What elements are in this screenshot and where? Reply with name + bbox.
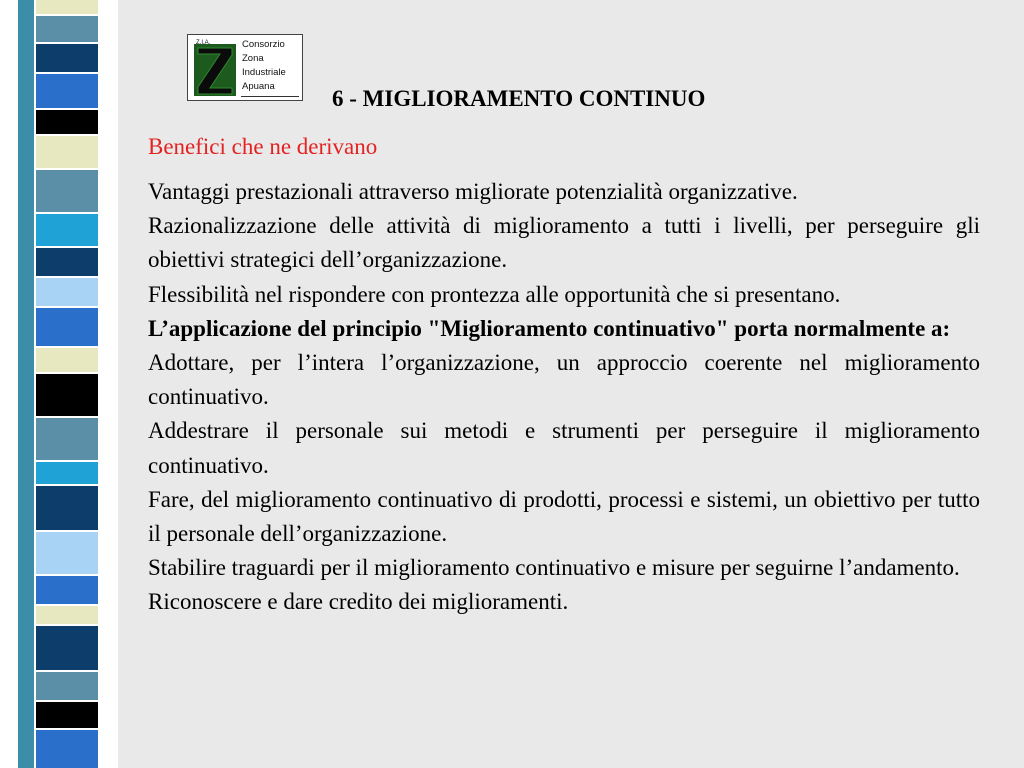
stripe-band bbox=[36, 626, 98, 670]
stripe-band bbox=[36, 0, 98, 14]
decorative-stripe-column bbox=[0, 0, 118, 768]
body-paragraph: Vantaggi prestazionali attraverso migliorate potenzialità organizzative. bbox=[148, 179, 798, 204]
stripe-band bbox=[36, 532, 98, 574]
stripe-band bbox=[36, 308, 98, 346]
stripe-band bbox=[36, 16, 98, 42]
stripe-band bbox=[36, 486, 98, 530]
consortium-logo bbox=[187, 34, 303, 101]
logo-text bbox=[242, 38, 286, 94]
stripe-band bbox=[36, 374, 98, 416]
logo-small-text: Z.I.A. bbox=[196, 40, 211, 46]
body-paragraph: Stabilire traguardi per il miglioramento continuativo e misure per seguirne l’andamento. bbox=[148, 555, 960, 581]
stripe-band bbox=[36, 136, 98, 168]
stripe-band bbox=[36, 170, 98, 212]
stripe-band bbox=[36, 44, 98, 72]
logo-line: Zona bbox=[242, 53, 264, 64]
stripe-band bbox=[36, 606, 98, 624]
stripe-band bbox=[36, 576, 98, 604]
slide-title: 6 - MIGLIORAMENTO CONTINUO bbox=[332, 86, 706, 111]
body-paragraph: Riconoscere e dare credito dei miglioramenti. bbox=[148, 589, 569, 615]
logo-underline bbox=[241, 96, 299, 97]
stripe-band bbox=[36, 462, 98, 484]
section-subtitle: Benefici che ne derivano bbox=[148, 134, 378, 159]
stripe-band bbox=[36, 214, 98, 246]
z-logo-icon bbox=[191, 38, 239, 97]
stripe-band bbox=[36, 248, 98, 276]
body-paragraph: Adottare, per l’intera l’organizzazione, un approccio coerente nel miglioramento continuativo. bbox=[148, 350, 980, 410]
principle-heading: L’applicazione del principio "Miglioramento continuativo" porta normalmente a: bbox=[148, 315, 951, 341]
stripe-band bbox=[36, 74, 98, 108]
stripe-band bbox=[36, 672, 98, 700]
slide-body bbox=[148, 175, 980, 620]
body-paragraph: Razionalizzazione delle attività di miglioramento a tutti i livelli, per perseguire gli obiettivi strategici dell’organizzazione. bbox=[148, 213, 980, 273]
stripe-band bbox=[36, 278, 98, 306]
decorative-stripe-band bbox=[0, 0, 118, 768]
body-paragraph: Addestrare il personale sui metodi e strumenti per perseguire il miglioramento continuativo. bbox=[148, 418, 980, 478]
stripe-band bbox=[36, 348, 98, 372]
logo-line: Consorzio bbox=[242, 39, 285, 50]
stripe-band bbox=[36, 730, 98, 768]
logo-line: Industriale bbox=[242, 67, 286, 78]
logo-line: Apuana bbox=[242, 81, 275, 92]
stripe-band bbox=[36, 110, 98, 134]
body-paragraph: Fare, del miglioramento continuativo di prodotti, processi e sistemi, un obiettivo per tutto il personale dell’organizzazione. bbox=[148, 486, 980, 547]
stripe-band bbox=[36, 702, 98, 728]
stripe-band bbox=[36, 418, 98, 460]
body-paragraph: Flessibilità nel rispondere con prontezza alle opportunità che si presentano. bbox=[148, 281, 841, 307]
